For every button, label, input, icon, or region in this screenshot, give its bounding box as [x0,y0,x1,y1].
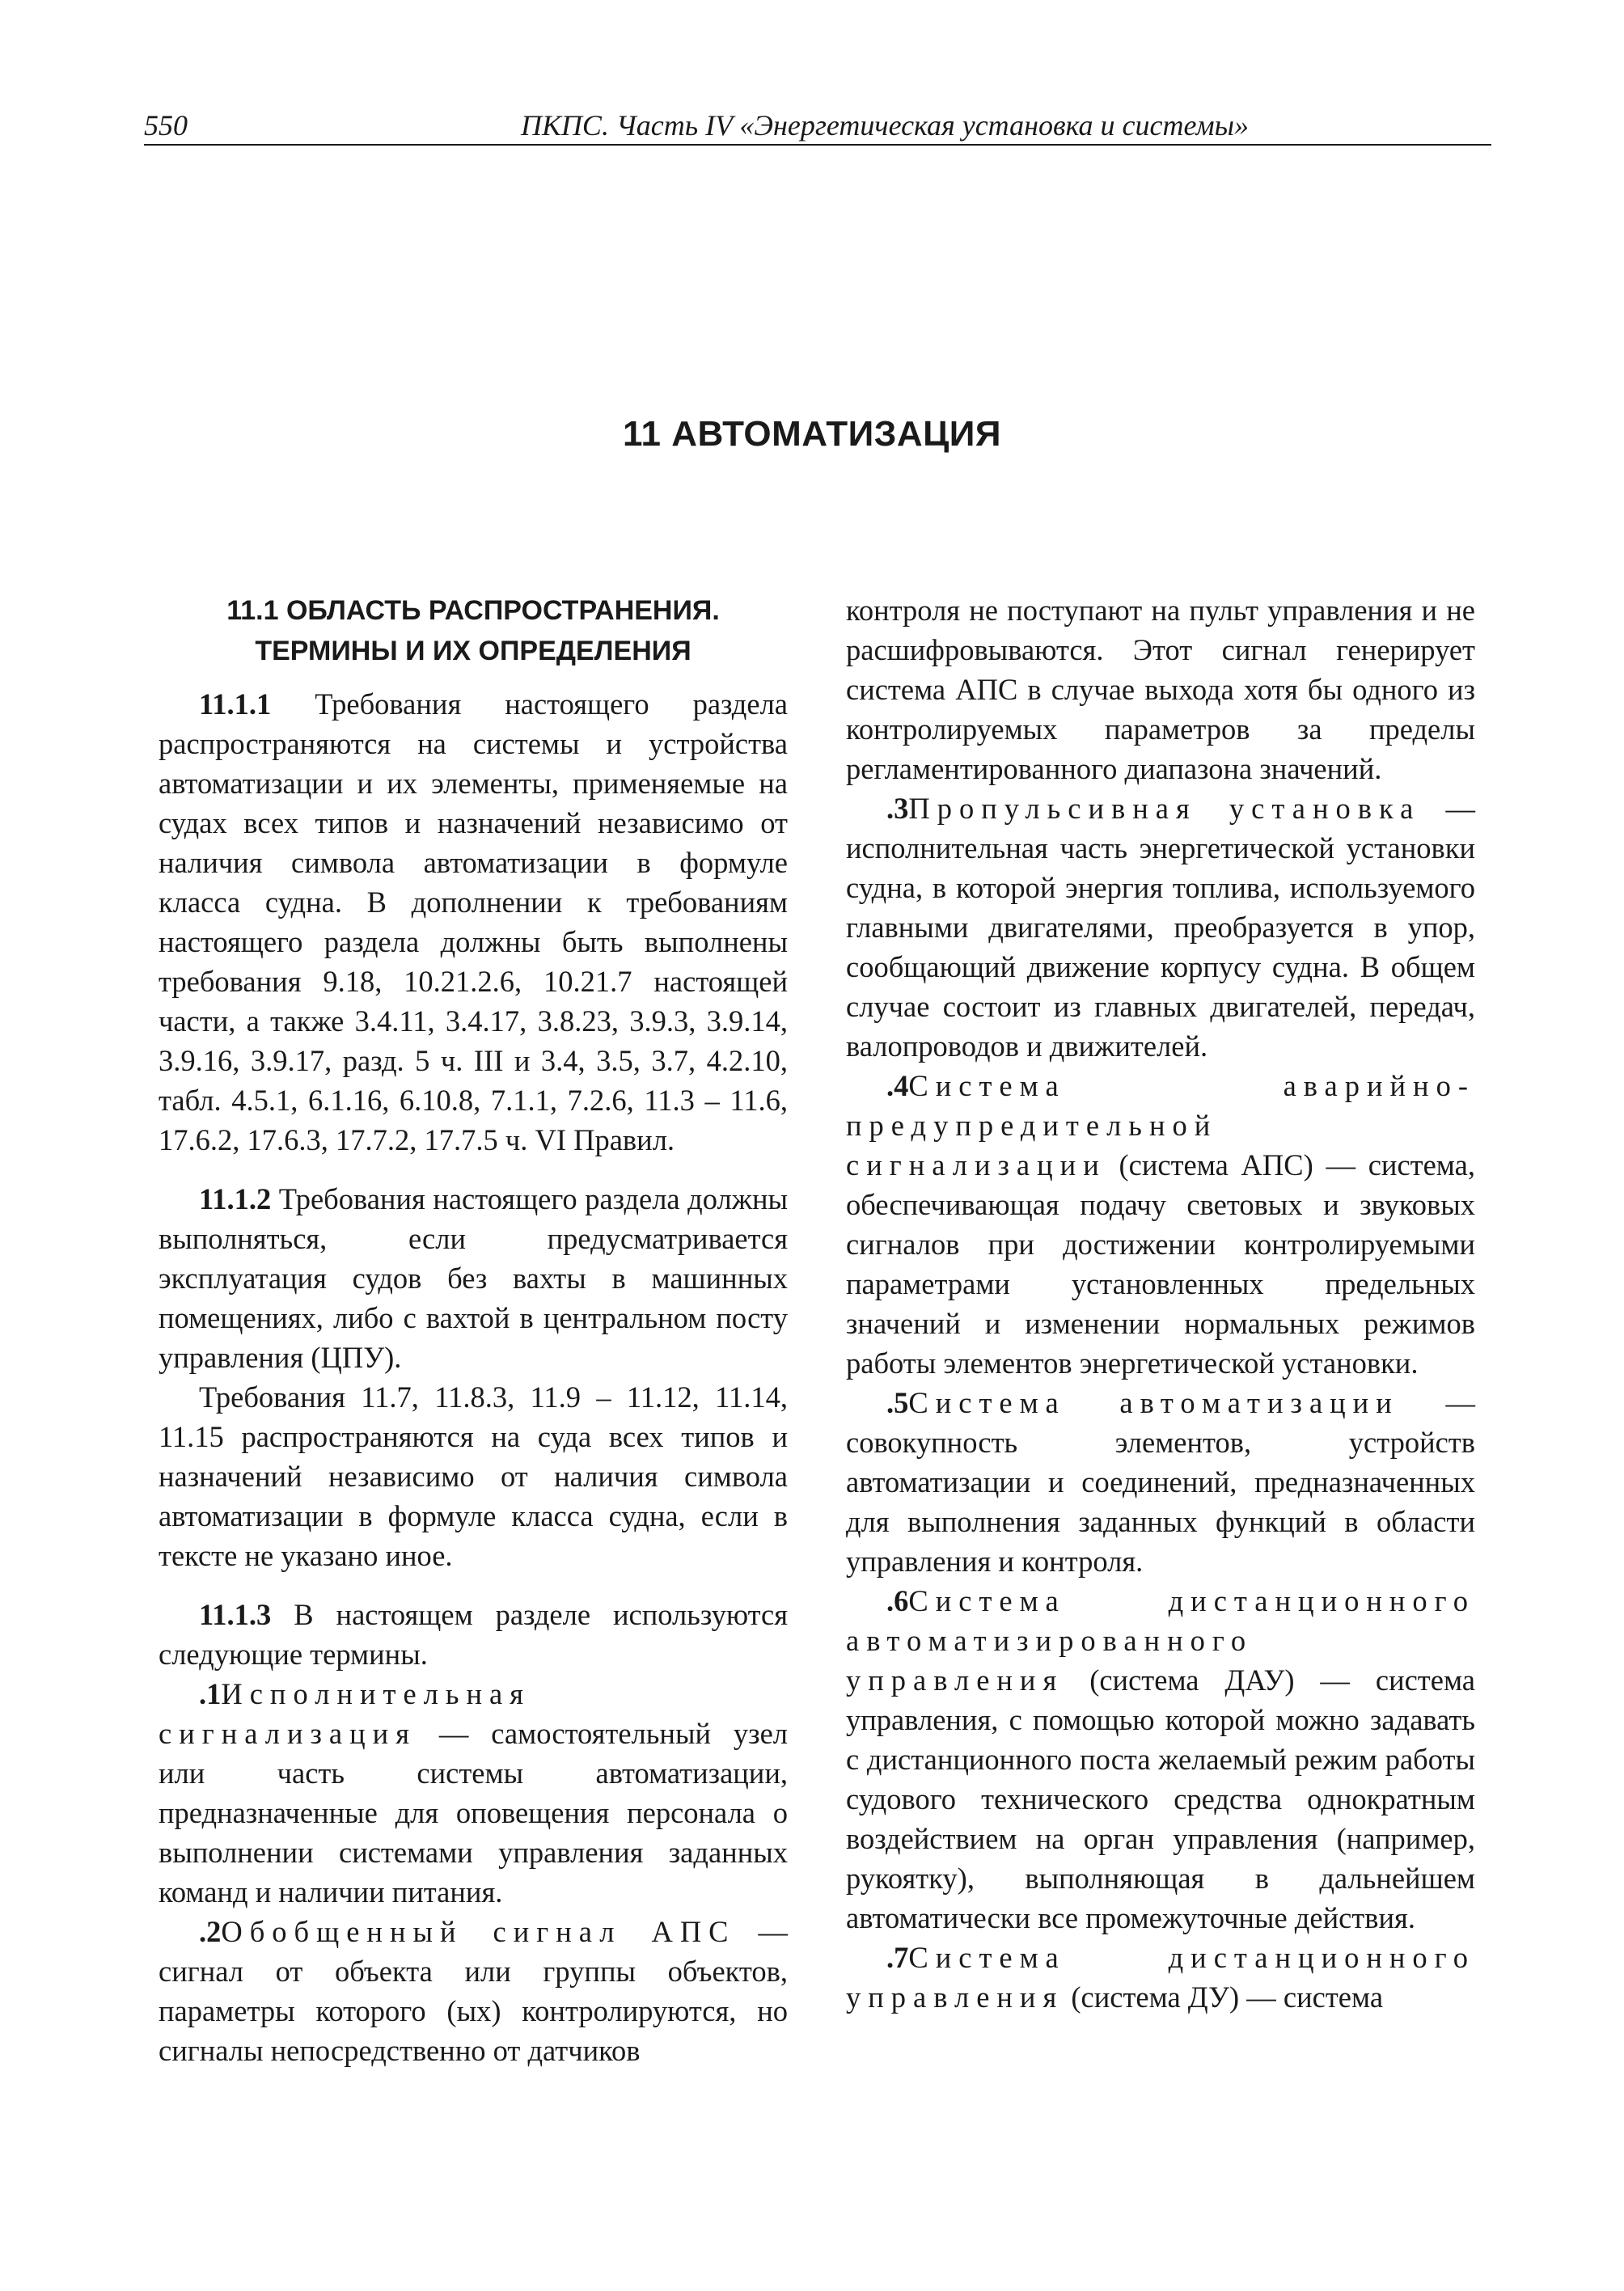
term-name: Система автоматизации [908,1386,1399,1419]
paragraph-11-1-3 [159,1595,788,1674]
clause-number: 11.1.1 [199,687,272,721]
section-title-line2: ТЕРМИНЫ И ИХ ОПРЕДЕЛЕНИЯ [255,636,691,666]
left-column [159,590,788,2070]
section-title [159,590,788,671]
term-2 [159,1912,788,2070]
term-name: Исполнительная сигнализация [159,1677,531,1750]
term-number: .4 [886,1069,909,1102]
term-definition: — совокупность элементов, устройств автоматизации и соединений, предназначенных для выполнения заданных функций в области управления и контроля. [846,1386,1476,1578]
term-7 [846,1938,1475,2017]
page-number: 550 [144,109,188,142]
term-definition: — сигнал от объекта или группы объектов, параметры которого (ых) контролируются, но сигналы непосредственно от датчиков [159,1915,788,2067]
term-4 [846,1066,1475,1383]
term-5 [846,1383,1475,1581]
paragraph-text: В настоящем разделе используются следующие термины. [159,1598,788,1671]
clause-number: 11.1.3 [199,1598,272,1631]
term-name: Система дистанционного автоматизированного управления [846,1584,1475,1697]
term-1 [159,1674,788,1912]
term-name: Пропульсивная установка [908,792,1421,825]
term-definition: — самостоятельный узел или часть системы автоматизации, предназначенные для оповещения персонала о выполнении системами управления заданных команд и наличии питания. [159,1717,788,1908]
term-3 [846,788,1475,1066]
paragraph-text: Требования настоящего раздела должны выполняться, если предусматривается эксплуатация судов без вахты в машинных помещениях, либо с вахтой в центральном посту управления (ЦПУ). [159,1182,788,1374]
term-number: .5 [886,1386,909,1419]
term-number: .3 [886,792,909,825]
term-name: Обобщенный сигнал АПС [221,1915,736,1948]
term-definition: (система АПС) — система, обеспечивающая подачу световых и звуковых сигналов при достижении контролируемыми параметрами установленных предельных значений и изменении нормальных режимов работы элементов энергетической установки. [846,1148,1475,1380]
clause-number: 11.1.2 [199,1182,272,1215]
term-2-continuation: контроля не поступают на пульт управления и не расшифровываются. Этот сигнал генерирует система АПС в случае выхода хотя бы одного из контролируемых параметров за пределы регламентированного диапазона значений. [846,594,1475,785]
section-title-line1: 11.1 ОБЛАСТЬ РАСПРОСТРАНЕНИЯ. [226,595,720,626]
term-number: .1 [199,1677,222,1710]
running-header [144,104,1491,146]
chapter-title: 11 АВТОМАТИЗАЦИЯ [622,414,1002,454]
right-column [846,590,1475,2017]
paragraph-11-1-2 [159,1179,788,1377]
paragraph-text: Требования настоящего раздела распространяются на системы и устройства автоматизации и их элементы, применяемые на судах всех типов и назначений независимо от наличия символа автоматизации в формуле класса судна. В дополнении к требованиям настоящего раздела должны быть выполнены требования 9.18, 10.21.2.6, 10.21.7 настоящей части, а также 3.4.11, 3.4.17, 3.8.23, 3.9.3, 3.9.14, 3.9.16, 3.9.17, разд. 5 ч. III и 3.4, 3.5, 3.7, 4.2.10, табл. 4.5.1, 6.1.16, 6.10.8, 7.1.1, 7.2.6, 11.3 – 11.6, 17.6.2, 17.6.3, 17.7.2, 17.7.5 ч. VI Правил. [159,687,788,1156]
running-title: ПКПС. Часть IV «Энергетическая установка и системы» [521,109,1249,142]
term-number: .2 [199,1915,222,1948]
term-6 [846,1581,1475,1938]
term-number: .7 [886,1941,909,1974]
term-definition: (система ДАУ) — система управления, с помощью которой можно задавать с дистанционного поста желаемый режим работы судового технического средства однократным воздействием на орган управления (например, рукоятку), выполняющая в дальнейшем автоматически все промежуточные действия. [846,1663,1475,1934]
term-name: Система аварийно-предупредительной сигнализации [846,1069,1475,1181]
term-name: Система дистанционного управления [846,1941,1475,2014]
term-definition: (система ДУ) — система [1064,1980,1384,2014]
term-definition: — исполнительная часть энергетической установки судна, в которой энергия топлива, используемого главными двигателями, преобразуется в упор, сообщающий движение корпусу судна. В общем случае состоит из главных двигателей, передач, валопроводов и движителей. [846,792,1475,1063]
paragraph-requirements: Требования 11.7, 11.8.3, 11.9 – 11.12, 11.14, 11.15 распространяются на суда всех типов и назначений независимо от наличия символа автоматизации в формуле класса судна, если в тексте не указано иное. [159,1380,788,1572]
paragraph-11-1-1 [159,684,788,1160]
term-number: .6 [886,1584,909,1617]
